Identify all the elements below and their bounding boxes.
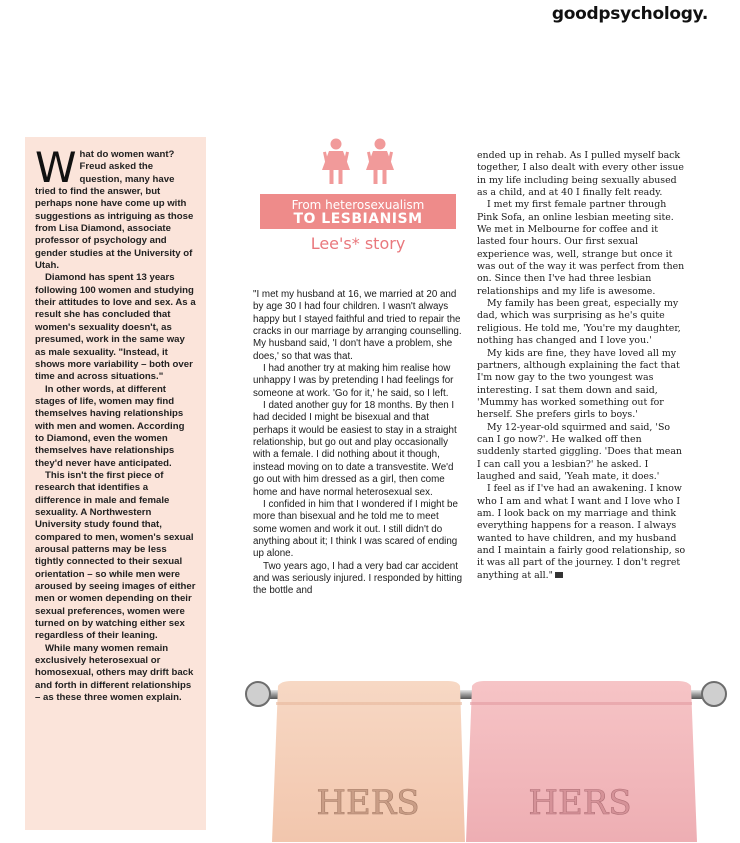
story-banner (260, 194, 456, 229)
sidebar-paragraph: While many women remain exclusively heterosexual or homosexual, others may drift back and forth in different relationships – as these three women explain. (35, 642, 194, 704)
story-paragraph: "I met my husband at 16, we married at 20 and by age 30 I had four children. I wasn't always happy but I stayed faithful and tried to repair the cracks in our marriage by arranging counselling. My husband said, 'I don't have a problem, she does,' so that was that. (253, 289, 462, 362)
towels-image (236, 672, 736, 842)
sidebar-paragraph: In other words, at different stages of life, women may find themselves having relationships with men and women. According to Diamond, even the women themselves have relationships they'd never have anticipated. (35, 383, 185, 469)
story-paragraph: My kids are fine, they have loved all my partners, although explaining the fact that I'm now gay to the two youngest was interesting. I sat them down and said, 'Mummy has worked something out for herself. She prefers girls to boys.' (477, 347, 680, 421)
left-towel-label: HERS (316, 783, 420, 823)
rail-bracket-right (702, 682, 726, 706)
story-paragraph: My 12-year-old squirmed and said, 'So can I go now?'. He walked off then suddenly started giggling. 'Does that mean I can call you a lesbian?' he asked. I laughed and said, 'Yeah mate, it does.' (477, 421, 682, 482)
sidebar-paragraph: Diamond has spent 13 years following 100 women and studying their attitudes to love and sex. As a result she has concluded that women's sexuality doesn't, as presumed, work in the same way as male sexuality. "Instead, it shows more variability – both over time and across situations." (35, 272, 196, 383)
brand-logo: goodpsychology. (551, 4, 708, 24)
story-column-2 (477, 150, 687, 582)
story-subtitle: Lee's* story (310, 234, 406, 253)
intro-sidebar (25, 137, 206, 830)
dropcap: W (35, 143, 77, 192)
story-paragraph: ended up in rehab. As I pulled myself back together, I also dealt with every other issue in my life including being sexually abused as a child, and at 40 I finally felt ready. (477, 150, 684, 199)
end-mark-icon (555, 572, 563, 578)
banner-top-text: From heterosexualism (291, 198, 425, 212)
banner-bottom-text: TO LESBIANISM (293, 211, 423, 227)
story-paragraph: I dated another guy for 18 months. By then I had decided I might be bisexual and that perhaps it would be easiest to stay in a straight relationship, but go out and play occasionally with a female. I did nothing about it though, instead moving on to date a transvestite. We'd go out with him dressed as a girl, then come home and have normal heterosexual sex. (253, 400, 457, 498)
story-paragraph: My family has been great, especially my dad, which was surprising as he's quite religious. He told me, 'You're my daughter, nothing has changed and I love you.' (477, 298, 681, 347)
story-paragraph: I confided in him that I wondered if I might be more than bisexual and he told me to meet some women and work it out. I still didn't do anything about it; I think I was scared of ending up alone. (253, 498, 458, 560)
story-column-1 (253, 289, 463, 598)
sidebar-paragraph: What do women want? Freud asked the question, many have tried to find the answer, but perhaps none have come up with suggestions as intriguing as those from Lisa Diamond, associate professor of psychology and gender studies at the University of Utah. (35, 143, 194, 272)
story-paragraph: I feel as if I've had an awakening. I know who I am and what I want and I love who I am. I look back on my marriage and think everything happens for a reason. I always wanted to have children, and my husband and I maintain a fairly good relationship, so it was all part of the journey. I don't regret anything at all." (477, 483, 686, 581)
story-header (260, 138, 456, 253)
story-paragraph: I met my first female partner through Pink Sofa, an online lesbian meeting site. We met in Melbourne for coffee and it lasted four hours. Our first sexual experience was, well, strange but once it was out of the way it was perfect from then on. Since then I've had three lesbian relationships and my life is awesome. (477, 199, 685, 297)
rail-bracket-left (246, 682, 270, 706)
female-figures (260, 138, 456, 184)
story-paragraph: Two years ago, I had a very bad car accident and was seriously injured. I responded by hitting the bottle and (253, 560, 463, 597)
woman-figure-icon (319, 138, 353, 184)
woman-figure-icon (363, 138, 397, 184)
sidebar-paragraph: This isn't the first piece of research that identifies a difference in male and female sexuality. A Northwestern University study found that, compared to men, women's sexual arousal patterns may be less tightly connected to their sexual orientation – so while men were aroused by seeing images of either men or women depending on their sexual preferences, women were turned on by watching either sex regardless of their leaning. (35, 469, 196, 642)
story-paragraph: I had another try at making him realise how unhappy I was by pretending I had feelings for someone at work. 'Go for it,' he said, so I left. (253, 363, 454, 399)
right-towel-label: HERS (528, 783, 632, 823)
